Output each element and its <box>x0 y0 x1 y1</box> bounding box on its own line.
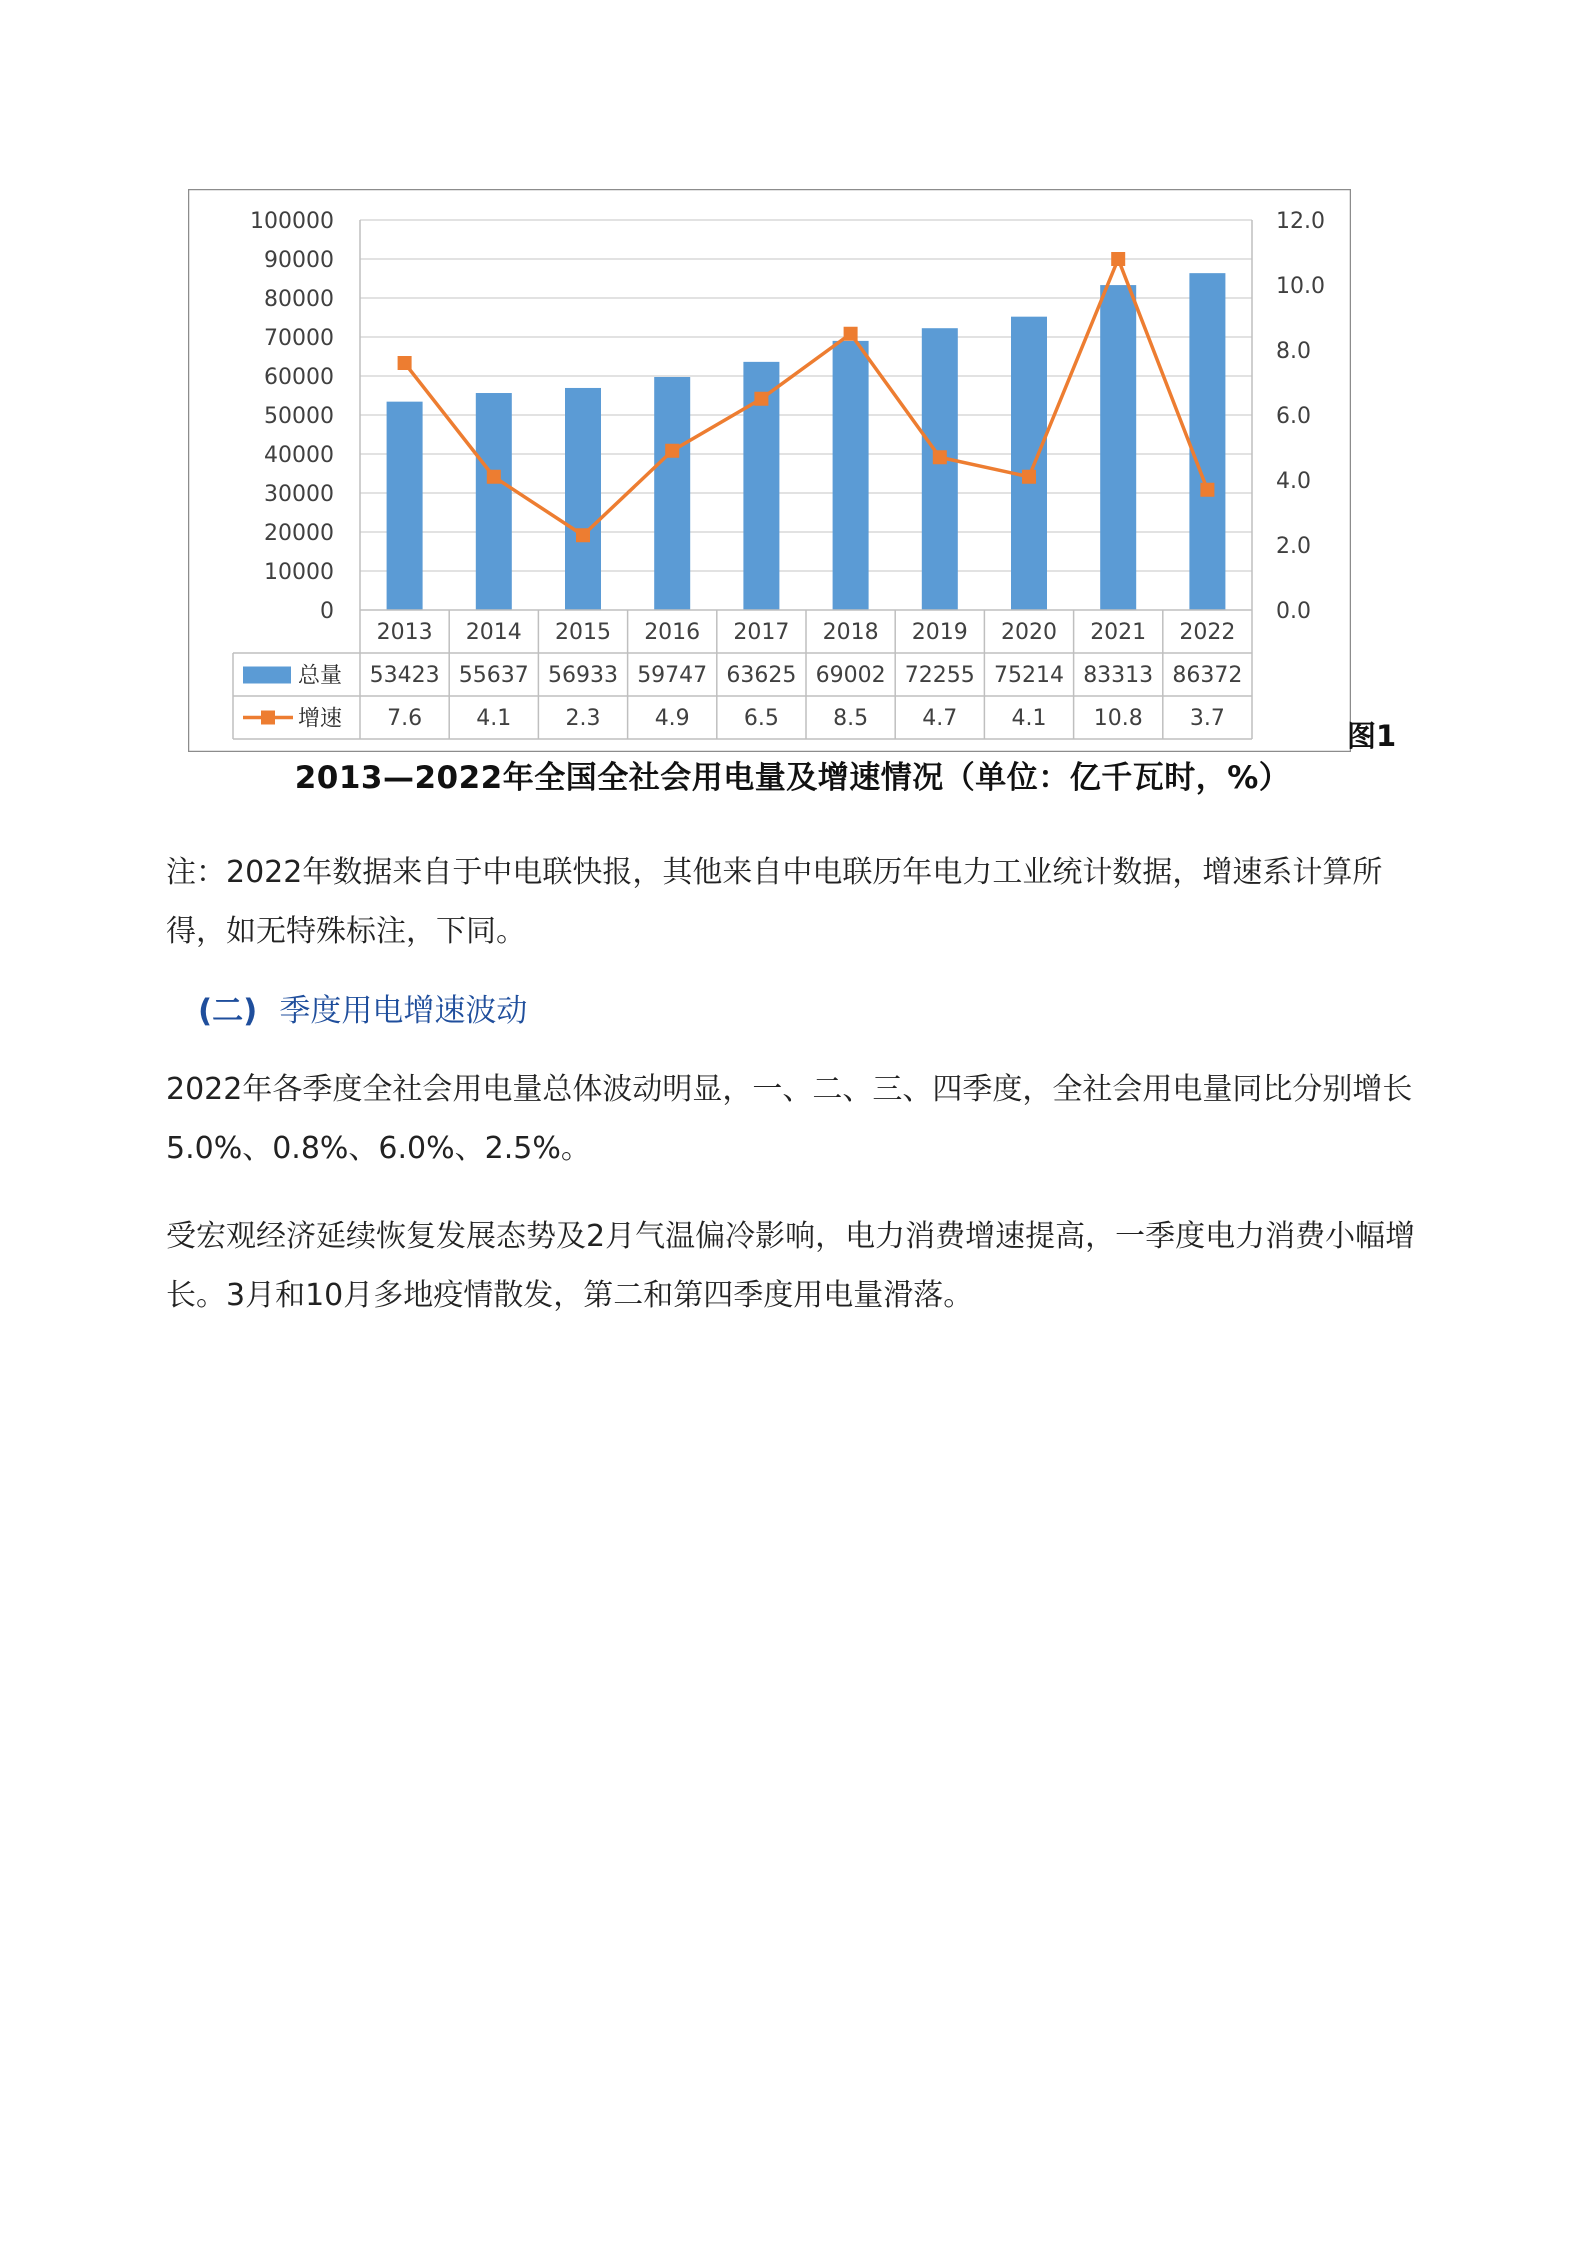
section-number: (二) <box>198 993 258 1029</box>
table-value-total: 75214 <box>994 663 1064 688</box>
category-label: 2019 <box>911 620 968 645</box>
category-label: 2015 <box>555 620 611 645</box>
right-tick-label: 8.0 <box>1276 339 1311 364</box>
left-tick-label: 20000 <box>264 521 334 546</box>
legend-key-total <box>243 667 291 684</box>
table-value-growth: 4.7 <box>922 706 958 731</box>
category-label: 2017 <box>733 620 790 645</box>
table-value-growth: 8.5 <box>833 706 869 731</box>
growth-point-2015 <box>576 528 590 542</box>
left-tick-label: 100000 <box>250 209 334 234</box>
growth-point-2014 <box>487 470 501 484</box>
table-value-growth: 4.9 <box>654 706 690 731</box>
figure-caption: 2013—2022年全国全社会用电量及增速情况（单位：亿千瓦时，%） <box>294 760 1291 796</box>
chart-svg <box>188 189 1351 752</box>
right-tick-label: 6.0 <box>1276 404 1311 429</box>
category-label: 2021 <box>1090 620 1147 645</box>
growth-point-2017 <box>754 392 768 406</box>
left-tick-label: 30000 <box>264 482 334 507</box>
growth-point-2022 <box>1200 483 1214 497</box>
left-tick-label: 90000 <box>264 248 334 273</box>
bar-2020 <box>1011 317 1047 610</box>
growth-point-2019 <box>933 450 947 464</box>
table-value-total: 69002 <box>815 663 886 688</box>
bar-2019 <box>922 328 958 610</box>
table-value-growth: 4.1 <box>1011 706 1047 731</box>
bar-2015 <box>565 388 601 610</box>
category-label: 2016 <box>644 620 701 645</box>
figure-label: 图1 <box>1347 719 1397 753</box>
left-tick-label: 10000 <box>264 560 334 585</box>
bar-2022 <box>1189 273 1225 610</box>
category-label: 2020 <box>1001 620 1057 645</box>
table-value-growth: 3.7 <box>1189 706 1225 731</box>
right-tick-label: 4.0 <box>1276 469 1311 494</box>
right-tick-label: 2.0 <box>1276 534 1311 559</box>
section-title: 季度用电增速波动 <box>279 993 528 1029</box>
legend-label-growth: 增速 <box>298 706 343 732</box>
table-value-total: 63625 <box>726 663 797 688</box>
growth-point-2018 <box>844 327 858 341</box>
table-value-growth: 10.8 <box>1093 706 1143 731</box>
growth-point-2013 <box>398 356 412 370</box>
growth-point-2021 <box>1111 252 1125 266</box>
category-label: 2013 <box>376 620 433 645</box>
category-label: 2018 <box>822 620 879 645</box>
bar-2013 <box>387 402 423 610</box>
bar-2014 <box>476 393 512 610</box>
paragraph-2: 受宏观经济延续恢复发展态势及2月气温偏冷影响，电力消费增速提高，一季度电力消费小幅增长。3月和10月多地疫情散发，第二和第四季度用电量滑落。 <box>166 1219 1416 1313</box>
table-value-total: 55637 <box>458 663 529 688</box>
table-value-growth: 4.1 <box>476 706 512 731</box>
table-value-growth: 7.6 <box>387 706 423 731</box>
bar-2018 <box>833 341 869 610</box>
legend-label-total: 总量 <box>298 663 343 689</box>
left-tick-label: 70000 <box>264 326 334 351</box>
table-value-growth: 2.3 <box>565 706 601 731</box>
table-value-total: 53423 <box>369 663 440 688</box>
chart <box>188 189 1351 752</box>
bar-2021 <box>1100 285 1136 610</box>
table-value-total: 59747 <box>637 663 708 688</box>
left-tick-label: 0 <box>320 599 334 624</box>
section-heading <box>198 985 527 1030</box>
table-value-total: 56933 <box>548 663 618 688</box>
left-tick-label: 80000 <box>264 287 334 312</box>
table-value-total: 86372 <box>1172 663 1243 688</box>
table-value-total: 72255 <box>904 663 975 688</box>
paragraph-1: 2022年各季度全社会用电量总体波动明显，一、二、三、四季度，全社会用电量同比分别增长5.0%、0.8%、6.0%、2.5%。 <box>166 1072 1413 1166</box>
category-label: 2014 <box>465 620 522 645</box>
legend-key-growth-marker <box>261 711 275 725</box>
growth-point-2016 <box>665 444 679 458</box>
left-tick-label: 40000 <box>264 443 334 468</box>
category-label: 2022 <box>1179 620 1236 645</box>
right-tick-label: 12.0 <box>1276 209 1325 234</box>
note-text: 注：2022年数据来自于中电联快报，其他来自中电联历年电力工业统计数据，增速系计算所得，如无特殊标注，下同。 <box>166 855 1383 949</box>
table-value-growth: 6.5 <box>743 706 779 731</box>
left-tick-label: 50000 <box>264 404 334 429</box>
bar-2016 <box>654 377 690 610</box>
growth-point-2020 <box>1022 470 1036 484</box>
right-tick-label: 0.0 <box>1276 599 1311 624</box>
left-tick-label: 60000 <box>264 365 334 390</box>
right-tick-label: 10.0 <box>1276 274 1325 299</box>
table-value-total: 83313 <box>1083 663 1154 688</box>
